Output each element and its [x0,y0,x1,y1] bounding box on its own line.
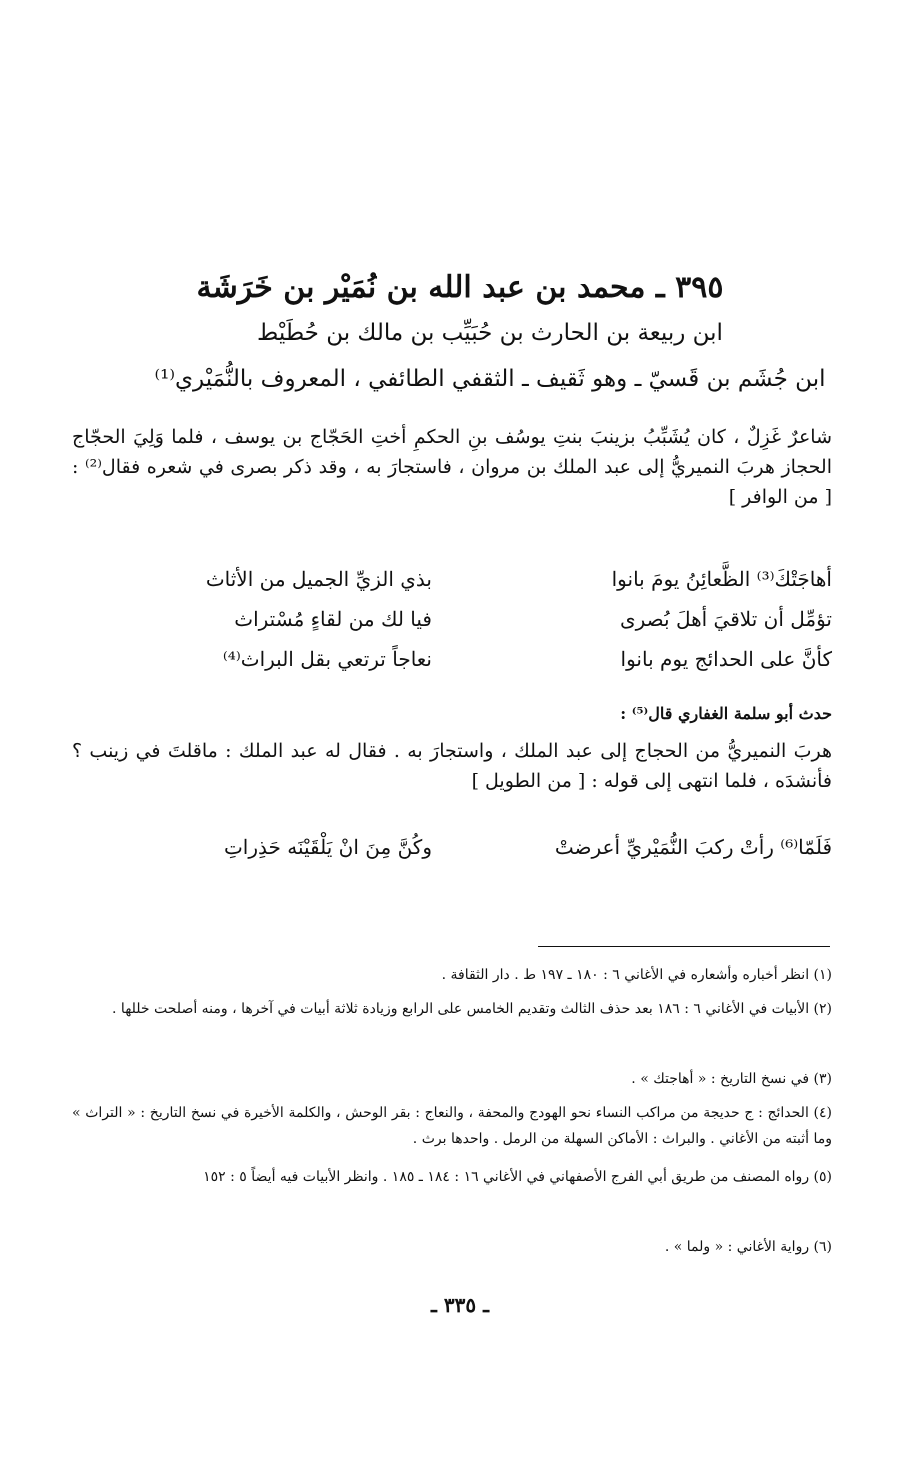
verse-second-hemistich: نعاجاً ترتعي بقل البراث⁽⁴⁾ [222,647,432,671]
verse-first-hemistich: تؤمِّل أن تلاقيَ أهلَ بُصرى [619,607,832,631]
verse-second-hemistich: بذي الزيِّ الجميل من الأثاث [205,567,432,591]
verse-second-hemistich: فيا لك من لقاءٍ مُسْتراث [234,607,432,631]
verse-line [72,600,832,638]
verse-line [72,560,832,598]
biography-paragraph: شاعرٌ غَزِلٌ ، كان يُشَبِّبُ بزينبَ بنتِ يوسُف بنِ الحكمِ أختِ الحَجّاج بن يوسف ، فلما وَلِيَ الحجّاج الحجاز هربَ النميريُّ إلى عبد الملك بن مروان ، فاستجارَ به ، وقد ذكر بصرى في شعره فقال⁽²⁾ : [ من الوافر ] [72,426,832,508]
footnote: (٦) رواية الأغاني : « ولما » . [664,1239,832,1255]
lineage-line-2: ابن جُشَم بن قَسيّ ـ وهو ثَقيف ـ الثقفي الطائفي ، المعروف بالنُّمَيْري⁽¹⁾ [154,366,826,392]
verse-line [72,828,832,866]
page-number: ـ ٣٣٥ ـ [431,1293,489,1317]
narration-paragraph: هربَ النميريُّ من الحجاج إلى عبد الملك ، واستجارَ به . فقال له عبد الملك : ماقلتَ في زينب ؟ فأنشدَه ، فلما انتهى إلى قوله : [ من الطويل ] [72,740,832,792]
entry-title: ٣٩٥ ـ محمد بن عبد الله بن نُمَيْر بن خَرَشَة [196,270,724,305]
footnote: (٢) الأبيات في الأغاني ٦ : ١٨٦ بعد حذف الثالث وتقديم الخامس على الرابع وزيادة ثلاثة أبيات في آخرها ، ومنه أصلحت خللها . [112,1001,832,1017]
verse-first-hemistich: أهاجَتْكَ⁽³⁾ الظَّعائِنُ يومَ بانوا [611,567,832,591]
lineage-line-1: ابن ربيعة بن الحارث بن حُبَيِّب بن مالك بن حُطَيْط [257,320,723,346]
footnote: (٣) في نسخ التاريخ : « أهاجتك » . [631,1071,832,1087]
footnote: (٥) رواه المصنف من طريق أبي الفرج الأصفهاني في الأغاني ١٦ : ١٨٤ ـ ١٨٥ . وانظر الأبيات فيه أيضاً ٥ : ١٥٢ [203,1169,832,1185]
verse-first-hemistich: كأنَّ على الحدائج يوم بانوا [620,647,832,671]
footnote: (١) انظر أخباره وأشعاره في الأغاني ٦ : ١٨٠ ـ ١٩٧ ط . دار الثقافة . [441,967,832,983]
verse-first-hemistich: فَلَمّا⁽⁶⁾ رأتْ ركبَ النُّمَيْريِّ أعرضتْ [554,835,832,859]
narration-heading: حدث أبو سلمة الغفاري قال⁽⁵⁾ : [620,704,832,723]
footnote-separator [538,946,830,947]
verse-line [72,640,832,678]
verse-second-hemistich: وكُنَّ مِنَ انْ يَلْقَيْنَه حَذِراتِ [223,835,432,859]
footnote: (٤) الحدائج : ج حديجة من مراكب النساء نحو الهودج والمحفة ، والنعاج : بقر الوحش ، والكلمة الأخيرة في نسخ التاريخ : « التراث » وما أثبته من الأغاني . والبراث : الأماكن السهلة من الرمل . واحدها برث . [72,1105,832,1147]
